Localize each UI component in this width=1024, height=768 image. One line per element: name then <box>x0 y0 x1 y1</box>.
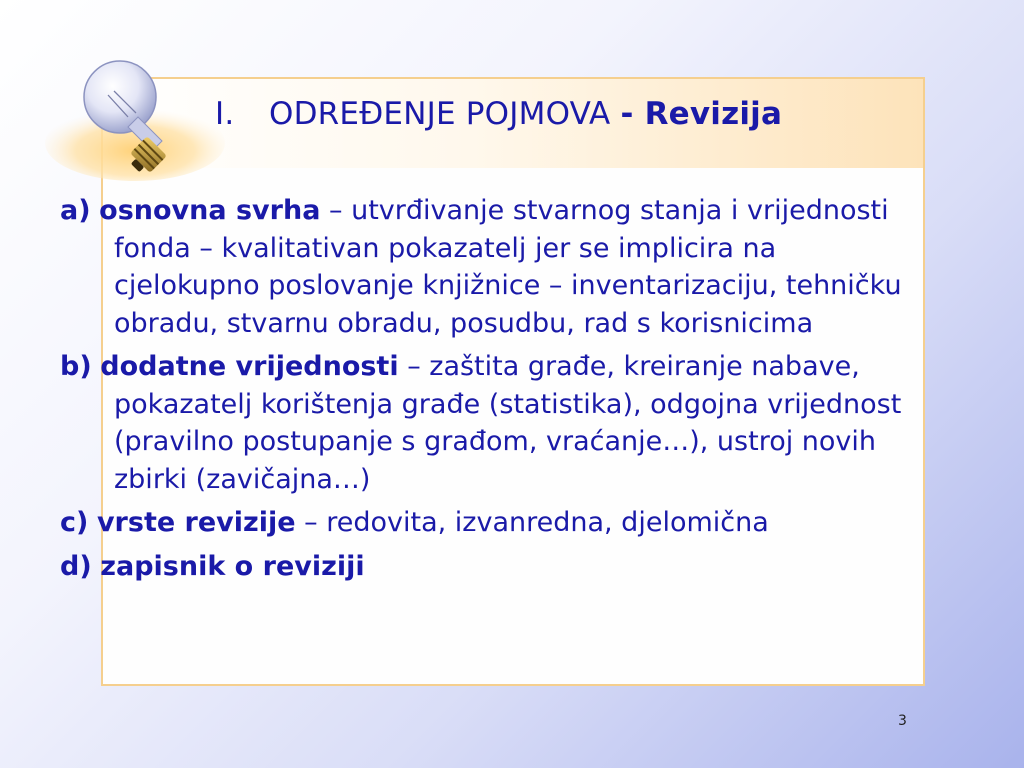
item-term: vrste revizije <box>96 507 296 538</box>
item-term: osnovna svrha <box>99 195 321 226</box>
item-marker: d) <box>60 550 92 582</box>
list-item <box>60 548 930 586</box>
content-list <box>60 192 930 591</box>
item-text: – redovita, izvanredna, djelomična <box>295 507 769 538</box>
page-number: 3 <box>898 713 907 729</box>
title-text: ODREĐENJE POJMOVA <box>269 96 611 132</box>
title-number: I. <box>215 96 235 132</box>
item-text: – zaštita građe, kreiranje nabave, pokazatelj korištenja građe (statistika), odgojna vrijednost (pravilno postupanje s građom, vraćanje…), ustroj novih zbirki (zavičajna…) <box>114 351 902 495</box>
item-marker: a) <box>60 195 91 226</box>
light-bulb-icon <box>40 55 230 185</box>
list-item <box>60 348 930 498</box>
list-item <box>60 504 930 542</box>
item-text: – utvrđivanje stvarnog stanja i vrijednosti fonda – kvalitativan pokazatelj jer se implicira na cjelokupno poslovanje knjižnice – inventarizaciju, tehničku obradu, stvarnu obradu, posudbu, rad s korisnicima <box>114 195 902 339</box>
item-marker: b) <box>60 351 92 382</box>
list-item <box>60 192 930 342</box>
item-term: dodatne vrijednosti <box>100 351 399 382</box>
slide-title <box>215 96 782 132</box>
item-term: zapisnik o reviziji <box>100 550 365 582</box>
title-bold: - Revizija <box>620 96 783 132</box>
item-marker: c) <box>60 507 89 538</box>
